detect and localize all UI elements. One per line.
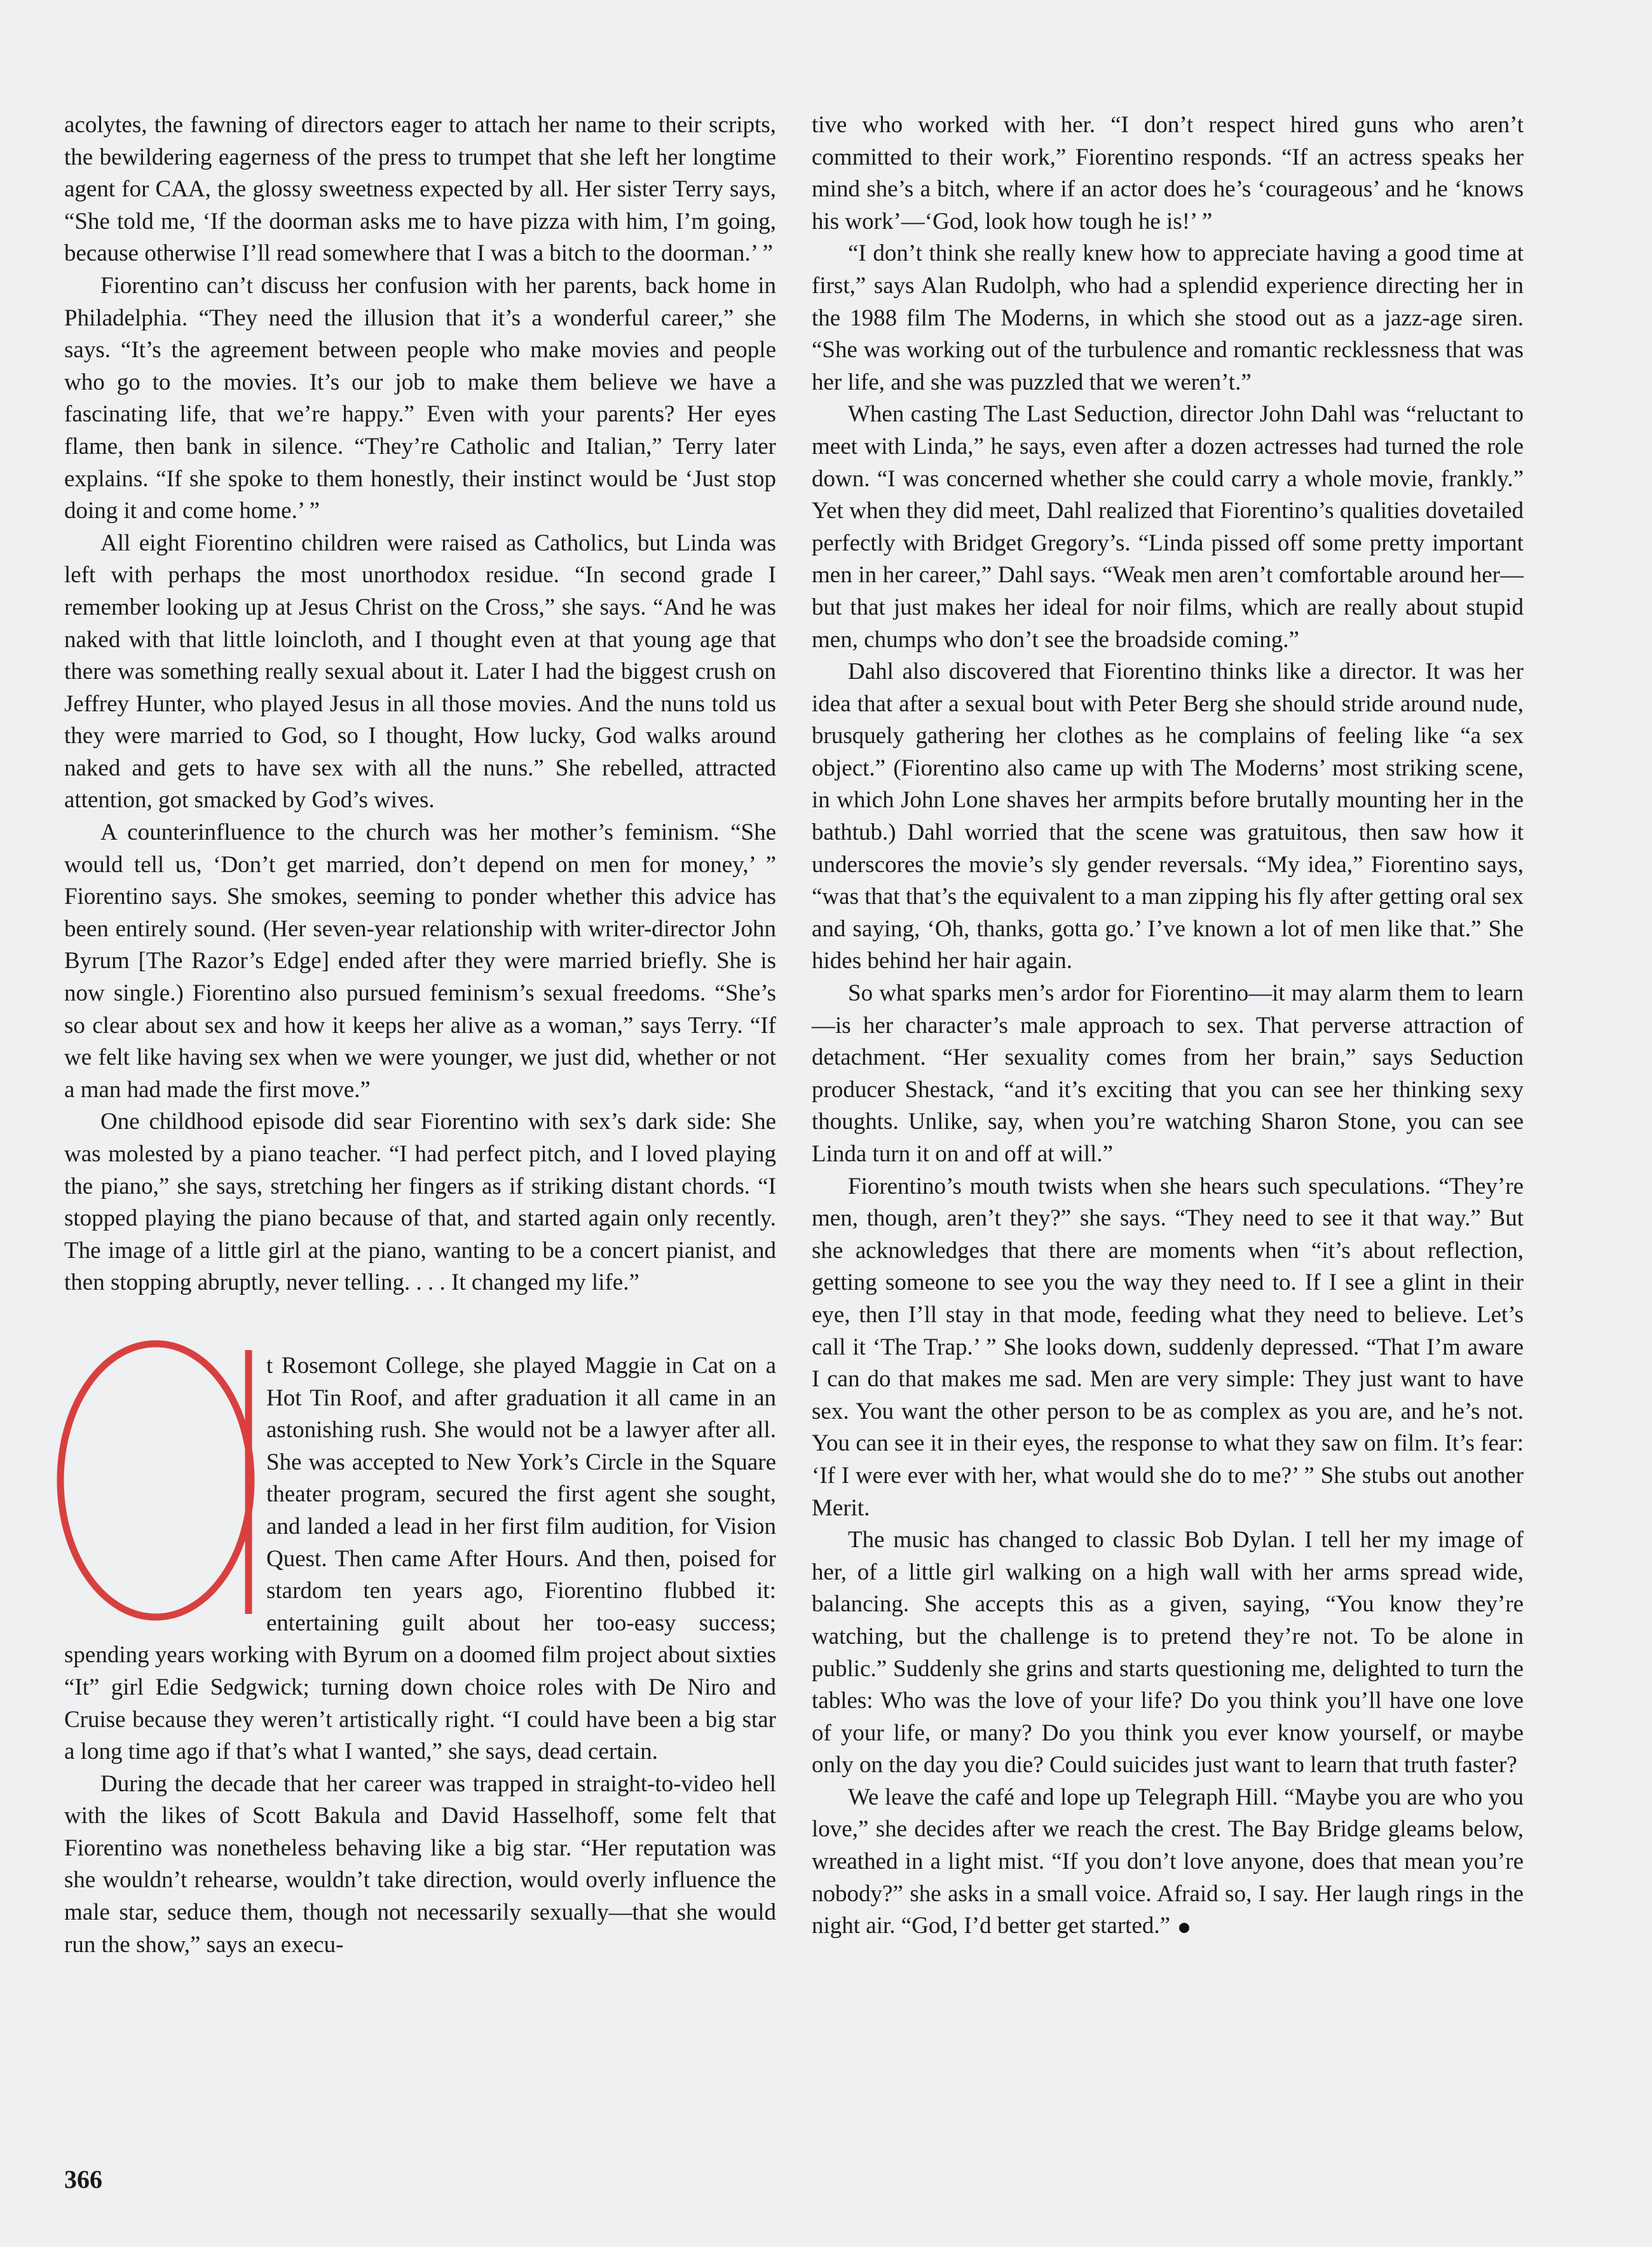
left-column xyxy=(64,109,776,1961)
left-paragraph-4: A counterinfluence to the church was her mother’s feminism. “She would tell us, ‘Don’t get married, don’t depend on men for money,’ ” Fiorentino says. She smokes, seeming to ponder whether this advice has been entirely sound. (Her seven-year relationship with writer-director John Byrum [The Razor’s Edge] ended after they were married briefly. She is now single.) Fiorentino also pursued feminism’s sexual freedoms. “She’s so clear about sex and how it keeps her alive as a woman,” says Terry. “If we felt like having sex when we were younger, we just did, whether or not a man had made the first move.” xyxy=(64,819,776,1103)
left-closing-paragraph: During the decade that her career was trapped in straight-to-video hell with the likes of Scott Bakula and David Hasselhoff, some felt that Fiorentino was nonetheless behaving like a big star. “Her reputation was she wouldn’t rehearse, wouldn’t take direction, would overly influence the male star, seduce them, though not necessarily sexually—that she would run the show,” says an execu- xyxy=(64,1770,776,1958)
right-paragraph-3: When casting The Last Seduction, director John Dahl was “reluctant to meet with Linda,” he says, even after a dozen actresses had turned the role down. “I was concerned whether she could carry a whole movie, frankly.” Yet when they did meet, Dahl realized that Fiorentino’s qualities dovetailed perfectly with Bridget Gregory’s. “Linda pissed off some pretty important men in her career,” Dahl says. “Weak men aren’t comfortable around her—but that just makes her ideal for noir films, which are really about stupid men, chumps who don’t see the broadside coming.” xyxy=(812,401,1524,653)
right-paragraph-7: The music has changed to classic Bob Dylan. I tell her my image of her, of a little girl walking on a high wall with her arms spread wide, balancing. She accepts this as a given, saying, “You know they’re watching, but the challenge is to pretend they’re not. To be alone in public.” Suddenly she grins and starts questioning me, delighted to turn the tables: Who was the love of your life? Do you think you’ll have one love of your life, or many? Do you think you ever know yourself, or maybe only on the day you die? Could suicides just want to learn that truth faster? xyxy=(812,1527,1524,1779)
right-paragraph-8-text: We leave the café and lope up Telegraph Hill. “Maybe you are who you love,” she decides after we reach the crest. The Bay Bridge gleams below, wreathed in a light mist. “If you don’t love anyone, does that mean you’re nobody?” she asks in a small voice. Afraid so, I say. Her laugh rings in the night air. “God, I’d better get started.” xyxy=(812,1784,1524,1939)
right-paragraph-8 xyxy=(812,1782,1524,1943)
left-paragraph-2: Fiorentino can’t discuss her confusion with her parents, back home in Philadelphia. “They need the illusion that it’s a wonderful career,” she says. “It’s the agreement between people who make movies and people who go to the movies. It’s our job to make them believe we have a fascinating life, that we’re happy.” Even with your parents? Her eyes flame, then bank in silence. “They’re Catholic and Italian,” Terry later explains. “If she spoke to them honestly, their instinct would be ‘Just stop doing it and come home.’ ” xyxy=(64,272,776,524)
right-column xyxy=(812,109,1524,1943)
left-paragraph-5: One childhood episode did sear Fiorentino with sex’s dark side: She was molested by a piano teacher. “I had perfect pitch, and I loved playing the piano,” she says, stretching her fingers as if striking distant chords. “I stopped playing the piano because of that, and started again only recently. The image of a little girl at the piano, wanting to be a concert pianist, and then stopping abruptly, never telling. . . . It changed my life.” xyxy=(64,1109,776,1296)
dropcap-section xyxy=(64,1350,776,1768)
right-paragraph-2: “I don’t think she really knew how to appreciate having a good time at first,” says Alan Rudolph, who had a splendid experience directing her in the 1988 film The Moderns, in which she stood out as a jazz-age siren. “She was working out of the turbulence and romantic recklessness that was her life, and she was puzzled that we weren’t.” xyxy=(812,240,1524,395)
left-paragraph-1: acolytes, the fawning of directors eager to attach her name to their scripts, the bewildering eagerness of the press to trumpet that she left her longtime agent for CAA, the glossy sweetness expected by all. Her sister Terry says, “She told me, ‘If the doorman asks me to have pizza with him, I’m going, because otherwise I’ll read somewhere that I was a bitch to the doorman.’ ” xyxy=(64,112,776,267)
dropcap-a-glyph xyxy=(48,1331,264,1630)
right-paragraph-4: Dahl also discovered that Fiorentino thinks like a director. It was her idea that after a sexual bout with Peter Berg she should stride around nude, brusquely gathering her clothes as he complains of feeling like “a sex object.” (Fiorentino also came up with The Moderns’ most striking scene, in which John Lone shaves her armpits before brutally mounting her in the bathtub.) Dahl worried that the scene was gratuitous, then saw how it underscores the movie’s sly gender reversals. “My idea,” Fiorentino says, “was that that’s the equivalent to a man zipping his fly after getting oral sex and saying, ‘Oh, thanks, gotta go.’ I’ve known a lot of men like that.” She hides behind her hair again. xyxy=(812,659,1524,974)
end-mark-icon xyxy=(1179,1923,1189,1933)
right-paragraph-1: tive who worked with her. “I don’t respect hired guns who aren’t committed to their work,” Fiorentino responds. “If an actress speaks her mind she’s a bitch, where if an actor does he’s ‘courageous’ and he ‘knows his work’—‘God, look how tough he is!’ ” xyxy=(812,112,1524,235)
page-number: 366 xyxy=(64,2165,102,2194)
dropcap-a xyxy=(48,1350,257,1630)
right-paragraph-5: So what sparks men’s ardor for Fiorentino—it may alarm them to learn—is her character’s male approach to sex. That perverse attraction of detachment. “Her sexuality comes from her brain,” says Seduction producer Shestack, “and it’s exciting that you can see her thinking sexy thoughts. Unlike, say, when you’re watching Sharon Stone, you can see Linda turn it on and off at will.” xyxy=(812,980,1524,1167)
right-paragraph-6: Fiorentino’s mouth twists when she hears such speculations. “They’re men, though, aren’t they?” she says. “They need to see it that way.” But she acknowledges that there are moments when “it’s about reflection, getting someone to see you the way they need to. If I see a glint in their eye, then I’ll stay in that mode, feeding what they need to believe. Let’s call it ‘The Trap.’ ” She looks down, suddenly depressed. “That I’m aware I can do that makes me sad. Men are very simple: They just want to have sex. You want the other person to be as complex as you are, and he’s not. You can see it in their eyes, the response to what they saw on film. It’s fear: ‘If I were ever with her, what would she do to me?’ ” She stubs out another Merit. xyxy=(812,1173,1524,1521)
left-paragraph-3: All eight Fiorentino children were raised as Catholics, but Linda was left with perhaps the most unorthodox residue. “In second grade I remember looking up at Jesus Christ on the Cross,” she says. “And he was naked with that little loincloth, and I thought even at that young age that there was something really sexual about it. Later I had the biggest crush on Jeffrey Hunter, who played Jesus in all those movies. And the nuns told us they were married to God, so I thought, How lucky, God walks around naked and gets to have sex with all the nuns.” She rebelled, attracted attention, got smacked by God’s wives. xyxy=(64,529,776,814)
dropcap-paragraph: t Rosemont College, she played Maggie in Cat on a Hot Tin Roof, and after graduation it all came in an astonishing rush. She would not be a lawyer after all. She was accepted to New York’s Circle in the Square theater program, secured the first agent she sought, and landed a lead in her first film audition, for Vision Quest. Then came After Hours. And then, poised for stardom ten years ago, Fiorentino flubbed it: entertaining guilt about her too-easy success; spending years working with Byrum on a doomed film project about sixties “It” girl Edie Sedgwick; turning down choice roles with De Niro and Cruise because they weren’t artistically right. “I could have been a big star a long time ago if that’s what I wanted,” she says, dead certain. xyxy=(64,1352,776,1765)
